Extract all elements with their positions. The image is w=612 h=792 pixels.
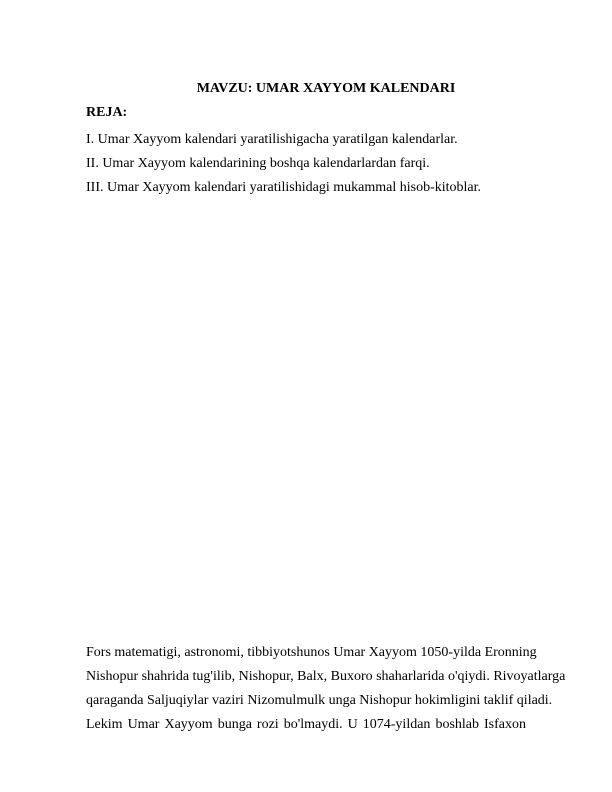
plan-item: III. Umar Xayyom kalendari yaratilishidagi mukammal hisob-kitoblar. [86, 180, 482, 195]
plan-heading: REJA: [86, 105, 128, 120]
body-line: Lekim Umar Xayyom bunga rozi bo'lmaydi. U 1074-yildan boshlab Isfaxon [86, 717, 526, 732]
document-title: MAVZU: UMAR XAYYOM KALENDARI [196, 81, 456, 96]
plan-item: I. Umar Xayyom kalendari yaratilishigacha yaratilgan kalendarlar. [86, 132, 458, 147]
plan-item: II. Umar Xayyom kalendarining boshqa kalendarlardan farqi. [86, 156, 430, 171]
body-line: Fors matematigi, astronomi, tibbiyotshunos Umar Xayyom 1050-yilda Eronning [86, 645, 537, 660]
body-line: Nishopur shahrida tug'ilib, Nishopur, Balx, Buxoro shaharlarida o'qiydi. Rivoyatlarga [86, 669, 566, 684]
body-paragraph [86, 641, 566, 737]
plan-list [86, 128, 481, 200]
body-line: qaraganda Saljuqiylar vaziri Nizomulmulk unga Nishopur hokimligini taklif qiladi. [86, 693, 553, 708]
